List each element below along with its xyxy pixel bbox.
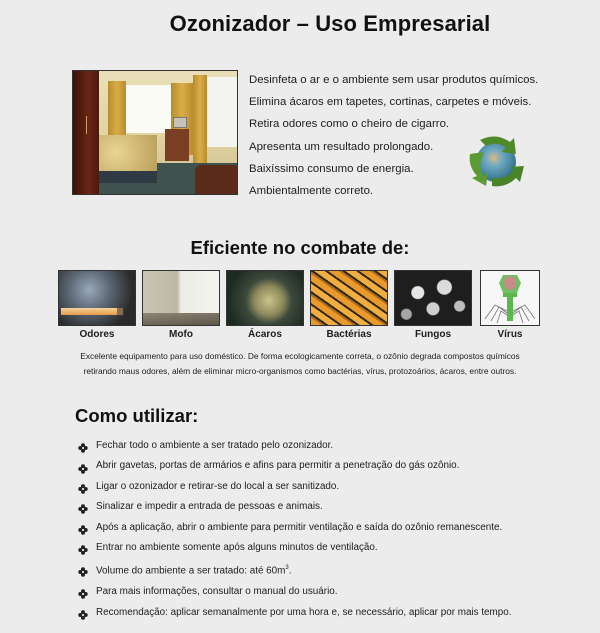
- step-text: Abrir gavetas, portas de armários e afins para permitir a penetração do gás ozônio.: [96, 460, 460, 472]
- step-item: [78, 456, 512, 476]
- combat-item-bacterias: [310, 270, 388, 340]
- step-text: Para mais informações, consultar o manual do usuário.: [96, 586, 338, 598]
- combat-item-virus: [480, 270, 540, 340]
- combat-label: Bactérias: [326, 329, 372, 340]
- feature-item: Baixíssimo consumo de energia.: [249, 162, 414, 175]
- feature-item: Retira odores como o cheiro de cigarro.: [249, 118, 450, 131]
- volume-superscript: 3: [285, 565, 289, 572]
- feature-item: Apresenta um resultado prolongado.: [249, 140, 434, 153]
- product-description: [0, 349, 600, 378]
- fungi-photo: [394, 270, 472, 326]
- combat-item-fungos: [394, 270, 472, 340]
- mold-wall-photo: [142, 270, 220, 326]
- description-line: retirando maus odores, além de eliminar micro-organismos como bactérias, vírus, protozoários, ácaros, entre outros.: [83, 365, 517, 376]
- dust-mite-photo: [226, 270, 304, 326]
- volume-suffix: .: [288, 565, 292, 577]
- virus-illustration: [480, 270, 540, 326]
- step-item: [78, 497, 512, 517]
- diamond-bullet-icon: [78, 523, 88, 533]
- step-item: [78, 558, 512, 582]
- hotel-room-photo: [72, 70, 238, 195]
- howto-steps: [78, 436, 512, 623]
- step-text: Sinalizar e impedir a entrada de pessoas e animais.: [96, 501, 323, 513]
- page-title: Ozonizador – Uso Empresarial: [169, 11, 491, 36]
- step-text: Recomendação: aplicar semanalmente por uma hora e, se necessário, aplicar por mais tempo.: [96, 606, 512, 618]
- step-text: [96, 558, 291, 582]
- step-item: [78, 538, 512, 558]
- step-text: Após a aplicação, abrir o ambiente para permitir ventilação e saída do ozônio remanescente.: [96, 521, 503, 533]
- combat-item-acaros: [226, 270, 304, 340]
- diamond-bullet-icon: [78, 565, 88, 575]
- feature-item: Elimina ácaros em tapetes, cortinas, carpetes e móveis.: [249, 96, 532, 109]
- combat-label: Odores: [79, 329, 115, 340]
- diamond-bullet-icon: [78, 502, 88, 512]
- feature-item: Desinfeta o ar e o ambiente sem usar produtos químicos.: [249, 74, 539, 86]
- step-item: [78, 477, 512, 497]
- combat-label: Vírus: [497, 329, 523, 340]
- diamond-bullet-icon: [78, 482, 88, 492]
- diamond-bullet-icon: [78, 441, 88, 451]
- diamond-bullet-icon: [78, 462, 88, 472]
- diamond-bullet-icon: [78, 543, 88, 553]
- combat-item-mofo: [142, 270, 220, 340]
- cigarette-smoke-photo: [58, 270, 136, 326]
- combat-label: Mofo: [169, 329, 193, 340]
- step-item: [78, 582, 512, 602]
- combat-label: Fungos: [414, 329, 452, 340]
- feature-item: Ambientalmente correto.: [249, 185, 374, 198]
- diamond-bullet-icon: [78, 587, 88, 597]
- bacteria-photo: [310, 270, 388, 326]
- diamond-bullet-icon: [78, 608, 88, 618]
- step-item: [78, 518, 512, 538]
- combat-grid: [58, 270, 542, 342]
- volume-text: Volume do ambiente a ser tratado: até 60m: [96, 565, 286, 577]
- step-text: Ligar o ozonizador e retirar-se do local a ser sanitizado.: [96, 480, 340, 492]
- recycle-globe-icon: [466, 132, 524, 190]
- combat-label: Ácaros: [248, 329, 282, 340]
- step-text: Fechar todo o ambiente a ser tratado pelo ozonizador.: [96, 440, 334, 451]
- step-text: Entrar no ambiente somente após alguns minutos de ventilação.: [96, 542, 378, 554]
- description-line: Excelente equipamento para uso doméstico. De forma ecologicamente correta, o ozônio degrada compostos químicos: [80, 351, 520, 361]
- howto-title: Como utilizar:: [75, 405, 199, 426]
- step-item: [78, 436, 512, 456]
- combat-item-odores: [58, 270, 136, 340]
- step-item: [78, 603, 512, 623]
- combat-title: Eficiente no combate de:: [190, 237, 410, 258]
